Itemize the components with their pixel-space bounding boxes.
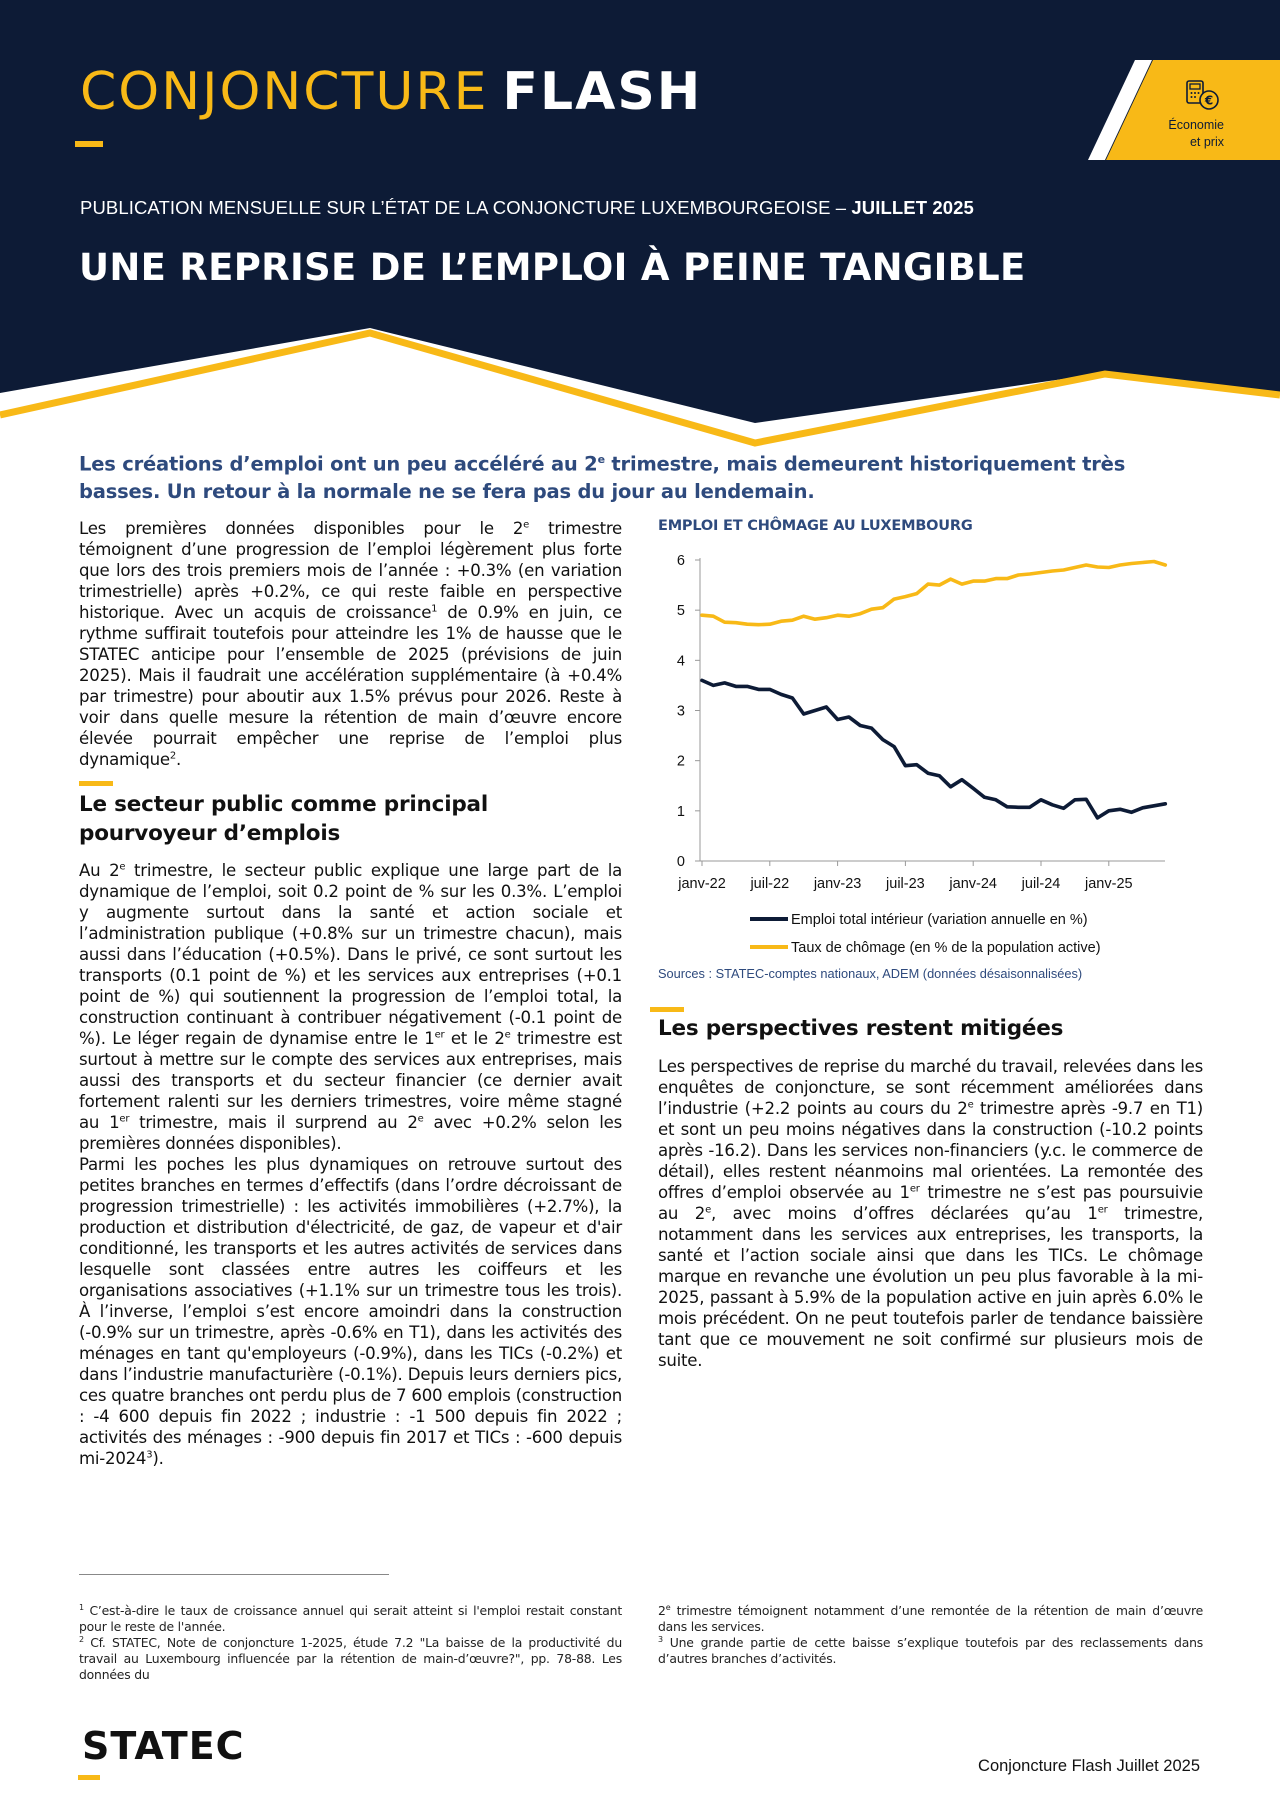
publication-month: JUILLET 2025 — [851, 197, 974, 218]
lead-paragraph: Les créations d’emploi ont un peu accéléré au 2e trimestre, mais demeurent historiquement très basses. Un retour à la normale ne se fera pas du jour au lendemain. — [79, 452, 1126, 503]
x-tick-label: janv-22 — [678, 876, 726, 892]
footnotes-right — [658, 1603, 1203, 1667]
brand-logo — [80, 62, 703, 122]
footnote-ref-2[interactable]: 2 — [169, 750, 176, 762]
y-tick-label: 4 — [676, 653, 685, 670]
theme-label — [1150, 117, 1224, 151]
footnote-2: $^2$ Cf. STATEC, Note de conjoncture 1-2025, étude 7.2 "La baisse de la productivité du travail au Luxembourg influencée par la rétention de main-d’œuvre?", pp. 78-88. Les données du — [79, 1634, 622, 1682]
x-tick-label: janv-24 — [949, 876, 997, 892]
x-tick-label: juil-22 — [750, 876, 790, 892]
footnote-2-continued: 2e trimestre témoignent notamment d’une remontée de la rétention de main d’œuvre dans les services. — [658, 1602, 1203, 1634]
footnote-ref-3[interactable]: 3 — [146, 1449, 153, 1461]
y-tick-label: 3 — [676, 703, 685, 720]
page-title: UNE REPRISE DE L’EMPLOI À PEINE TANGIBLE — [79, 246, 1026, 289]
x-tick-label: juil-24 — [1021, 876, 1061, 892]
x-tick-label: janv-23 — [813, 876, 862, 892]
publication-prefix: PUBLICATION MENSUELLE SUR L’ÉTAT DE LA CONJONCTURE LUXEMBOURGEOISE – — [80, 197, 852, 218]
footnote-ref-1[interactable]: 1 — [431, 603, 438, 615]
calculator-euro-icon — [1185, 80, 1221, 112]
svg-text:€: € — [1204, 93, 1214, 108]
y-tick-label: 6 — [676, 553, 685, 569]
theme-label-line2: et prix — [1189, 135, 1224, 149]
section1-title: Le secteur public comme principal pourvoyeur d’emplois — [79, 792, 489, 846]
brand-word-conjoncture: CONJONCTURE — [80, 62, 489, 122]
section2-accent-bar — [650, 1007, 684, 1012]
x-tick-label: janv-25 — [1085, 876, 1133, 892]
statec-accent-bar — [78, 1775, 100, 1780]
footnote-1: $^1$ C’est-à-dire le taux de croissance annuel qui serait atteint si l'emploi restait constant pour le reste de l'année. — [79, 1602, 622, 1634]
section2-title: Les perspectives restent mitigées — [658, 1016, 1064, 1041]
employment-unemployment-chart — [650, 540, 1210, 960]
y-tick-label: 0 — [676, 854, 685, 870]
footnote-rule — [79, 1574, 389, 1575]
footer-publication-name: Conjoncture Flash Juillet 2025 — [978, 1757, 1200, 1775]
logo-accent-bar — [75, 141, 103, 147]
series-line-chomage — [702, 562, 1165, 625]
section2-paragraph: Les perspectives de reprise du marché du travail, relevées dans les enquêtes de conjoncture, se sont récemment améliorées dans l’industrie (+2.2 points au cours du 2e trimestre après -9.7 en T1) et sont un peu moins négatives dans la construction (-10.2 points après -16.2). Dans les services non-financiers (y.c. le commerce de détail), elles restent néanmoins mal orientées. La remontée des offres d’emploi observée au 1er trimestre ne s’est pas poursuivie au 2e, avec moins d’offres déclarées qu’au 1er trimestre, notamment dans les services aux entreprises, les transports, la santé et l’action sociale ainsi que dans les TICs. Le chômage marque en revanche une évolution un peu plus favorable à la mi-2025, passant à 5.9% de la population active en juin après 6.0% le mois précédent. On ne peut toutefois parler de tendance baissière tant que ce mouvement ne soit confirmé sur plusieurs mois de suite. — [658, 1057, 1203, 1370]
y-tick-label: 1 — [676, 803, 685, 820]
y-tick-label: 5 — [676, 603, 685, 620]
theme-label-line1: Économie — [1168, 118, 1224, 132]
publication-line — [80, 197, 974, 219]
series-line-emploi — [702, 680, 1165, 818]
brand-word-flash: FLASH — [502, 62, 703, 122]
chart-source: Sources : STATEC-comptes nationaux, ADEM (données désaisonnalisées) — [658, 966, 1083, 981]
section1-paragraph2: Parmi les poches les plus dynamiques on retrouve surtout des petites branches en termes d’effectifs (dans l’ordre décroissant de progression trimestrielle) : les activités immobilières (+2.7%), la production et distribution d'électricité, de gaz, de vapeur et d'air conditionné, les transports et les autres activités de services dans lesquelle sont classées entre autres les coiffeurs et les organisations associatives (+1.1% sur un trimestre tous les trois). À l’inverse, l’emploi s’est encore amoindri dans la construction (-0.9% sur un trimestre, après -0.6% en T1), dans les activités des ménages en tant qu'employeurs (-0.9%), dans les TICs (-0.2%) et dans l’industrie manufacturière (-0.1%). Depuis leurs derniers pics, ces quatre branches ont perdu plus de 7 600 emplois (construction : -4 600 depuis fin 2022 ; industrie : -1 500 depuis fin 2022 ; activités des ménages : -900 depuis fin 2017 et TICs : -600 depuis mi-2024$^3$). — [79, 1155, 622, 1468]
chart-title: EMPLOI ET CHÔMAGE AU LUXEMBOURG — [658, 518, 973, 534]
legend-label: Emploi total intérieur (variation annuelle en %) — [791, 912, 1088, 928]
footnotes-left — [79, 1603, 622, 1683]
footnote-3: $^3$ Une grande partie de cette baisse s’explique toutefois par des reclassements dans d’autres branches d’activités. — [658, 1634, 1203, 1666]
x-tick-label: juil-23 — [886, 876, 925, 892]
section1-accent-bar — [79, 781, 113, 786]
legend-label: Taux de chômage (en % de la population active) — [791, 940, 1101, 956]
statec-logo: STATEC — [82, 1724, 245, 1768]
y-tick-label: 2 — [676, 753, 685, 770]
intro-paragraph: Les premières données disponibles pour le 2e trimestre témoignent d’une progression de l’emploi légèrement plus forte que lors des trois premiers mois de l’année : +0.3% (en variation trimestrielle) après +0.2%, ce qui reste faible en perspective historique. Avec un acquis de croissance$^1$ de 0.9% en juin, ce rythme suffirait toutefois pour atteindre les 1% de hausse que le STATEC anticipe pour l’ensemble de 2025 (prévisions de juin 2025). Mais il faudrait une accélération supplémentaire (à +0.4% par trimestre) pour aboutir aux 1.5% prévus pour 2026. Reste à voir dans quelle mesure la rétention de main d’œuvre encore élevée pourrait empêcher une reprise de l’emploi plus dynamique$^2$. — [79, 519, 623, 769]
section1-paragraph1: Au 2e trimestre, le secteur public explique une large part de la dynamique de l’emploi, soit 0.2 point de % sur les 0.3%. L’emploi y augmente surtout dans la santé et action sociale et l’administration publique (+0.8% sur un trimestre chacun), mais aussi dans l’éducation (+0.5%). Dans le privé, ce sont surtout les transports (0.1 point de %) et les services aux entreprises (+0.1 point de %) qui soutiennent la progression de l’emploi total, la construction continuant à contribuer négativement (-0.1 point de %). Le léger regain de dynamise entre le 1er et le 2e trimestre est surtout à mettre sur le compte des services aux entreprises, mais aussi des transports et du secteur financier (ce dernier avait fortement ralenti sur les derniers trimestres, voire même stagné au 1er trimestre, mais il surprend au 2e avec +0.2% selon les premières données disponibles). — [79, 861, 623, 1153]
